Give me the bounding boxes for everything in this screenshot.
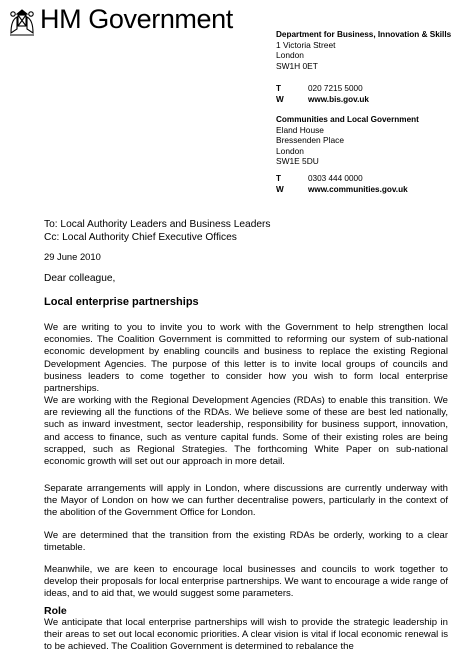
bis-website[interactable]: www.bis.gov.uk: [308, 95, 369, 104]
bis-address: [276, 30, 451, 71]
role-heading: Role: [44, 605, 67, 617]
clg-address-line: London: [276, 145, 304, 156]
hm-government-logo: HM Government: [40, 4, 233, 34]
letter-date: 29 June 2010: [44, 251, 101, 262]
body-paragraph: We are working with the Regional Development Agencies (RDAs) to enable this transition. We are reviewing all the functions of the RDAs. We believe some of these are best led nationally, such as inward investment, sector leadership, responsibility for business support, innovation, and access to finance, such as venture capital funds. Some of their existing roles are being scrapped, such as Regional Strategies. The forthcoming White Paper on sub-national economic growth will set out our approach in more detail.: [44, 395, 448, 468]
clg-address-line: Eland House: [276, 125, 324, 136]
bis-address-line: 1 Victoria Street: [276, 40, 336, 51]
clg-contact: [276, 173, 408, 195]
clg-address: [276, 115, 419, 166]
bis-address-line: London: [276, 50, 304, 61]
web-label: W: [276, 185, 284, 194]
clg-name: Communities and Local Government: [276, 115, 419, 124]
to-line: To: Local Authority Leaders and Business Leaders: [44, 219, 271, 230]
letter-title: Local enterprise partnerships: [44, 296, 199, 308]
role-paragraph: We anticipate that local enterprise partnerships will wish to provide the strategic leadership in their areas to set out local economic priorities. A clear vision is vital if local economic renewal is to be achieved. The Coalition Government is determined to rebalance the: [44, 617, 448, 653]
royal-coat-of-arms-icon: [5, 5, 39, 39]
body-paragraph: Meanwhile, we are keen to encourage local businesses and councils to work together to develop their proposals for local enterprise partnerships. We want to encourage a wide range of ideas, and to aid that, we would suggest some parameters.: [44, 564, 448, 600]
bis-phone: 020 7215 5000: [308, 84, 363, 93]
body-paragraph: We are determined that the transition from the existing RDAs be orderly, working to a clear timetable.: [44, 530, 448, 554]
clg-phone: 0303 444 0000: [308, 174, 363, 183]
clg-website[interactable]: www.communities.gov.uk: [308, 185, 408, 194]
cc-line: Cc: Local Authority Chief Executive Offices: [44, 232, 237, 243]
web-label: W: [276, 95, 284, 104]
salutation: Dear colleague,: [44, 273, 116, 284]
body-paragraph: Separate arrangements will apply in London, where discussions are currently underway with the Mayor of London on how we can further decentralise powers, particularly in the context of the abolition of the Government Office for London.: [44, 483, 448, 519]
phone-label: T: [276, 84, 282, 93]
bis-address-line: SW1H 0ET: [276, 60, 318, 71]
clg-address-line: SW1E 5DU: [276, 155, 319, 166]
body-paragraph: We are writing to you to invite you to work with the Government to help strengthen local economies. The Coalition Government is committed to reforming our system of sub-national economic development by enabling councils and business to replace the existing Regional Development Agencies. The purpose of this letter is to invite local groups of councils and business leaders to come together to consider how you wish to form local enterprise partnerships.: [44, 322, 448, 395]
bis-name: Department for Business, Innovation & Skills: [276, 30, 452, 39]
phone-label: T: [276, 174, 282, 183]
recipients: [44, 218, 271, 244]
bis-contact: [276, 83, 369, 105]
clg-address-line: Bressenden Place: [276, 135, 344, 146]
